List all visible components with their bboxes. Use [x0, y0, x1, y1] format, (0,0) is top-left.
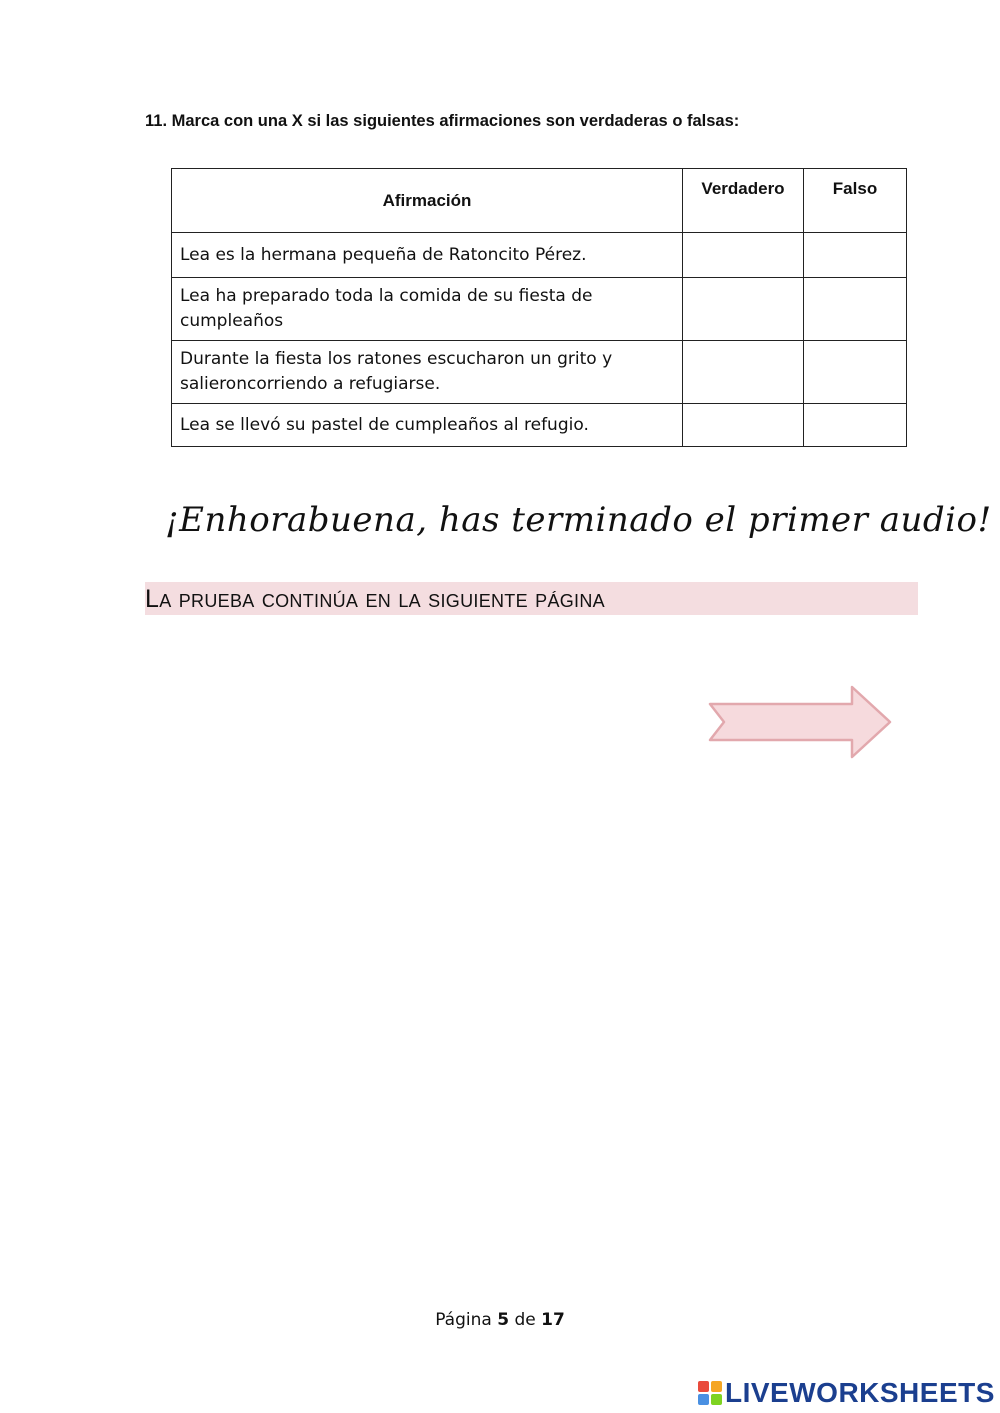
liveworksheets-brand [698, 1377, 995, 1409]
statement-line: cumpleaños [180, 311, 284, 331]
continue-text: La prueba continúa en la siguiente página [145, 585, 605, 613]
table-row [172, 404, 907, 447]
total-pages: 17 [541, 1310, 565, 1330]
true-answer-box[interactable] [683, 341, 804, 404]
statement-line: Durante la fiesta los ratones escucharon un grito y [180, 349, 613, 369]
statement-cell [172, 404, 683, 447]
table-row [172, 278, 907, 341]
false-answer-box[interactable] [804, 404, 907, 447]
header-statement: Afirmación [172, 169, 683, 233]
brand-name: LIVEWORKSHEETS [725, 1377, 995, 1408]
false-answer-box[interactable] [804, 233, 907, 278]
question-title: 11. Marca con una X si las siguientes afirmaciones son verdaderas o falsas: [145, 112, 740, 130]
congratulations-message: ¡Enhorabuena, has terminado el primer audio! [165, 500, 992, 540]
false-answer-box[interactable] [804, 341, 907, 404]
continue-banner [145, 582, 918, 615]
true-answer-box[interactable] [683, 404, 804, 447]
page-footer [0, 1310, 1000, 1330]
statement-line: salieroncorriendo a refugiarse. [180, 374, 441, 394]
page-label: Página [435, 1310, 492, 1330]
statement-line: Lea es la hermana pequeña de Ratoncito Pérez. [180, 244, 587, 265]
table-row [172, 341, 907, 404]
true-answer-box[interactable] [683, 278, 804, 341]
statement-cell [172, 233, 683, 278]
right-arrow-icon[interactable] [706, 684, 894, 760]
statement-cell [172, 278, 683, 341]
statement-line: Lea ha preparado toda la comida de su fiesta de [180, 286, 593, 306]
header-true: Verdadero [683, 169, 804, 233]
statement-line: Lea se llevó su pastel de cumpleaños al refugio. [180, 414, 589, 435]
true-false-table [171, 168, 907, 447]
liveworksheets-logo-icon [698, 1381, 722, 1405]
header-false: Falso [804, 169, 907, 233]
current-page-number: 5 [497, 1310, 510, 1330]
true-answer-box[interactable] [683, 233, 804, 278]
table-row [172, 233, 907, 278]
table-header-row [172, 169, 907, 233]
false-answer-box[interactable] [804, 278, 907, 341]
statement-cell [172, 341, 683, 404]
page-separator: de [514, 1310, 536, 1330]
